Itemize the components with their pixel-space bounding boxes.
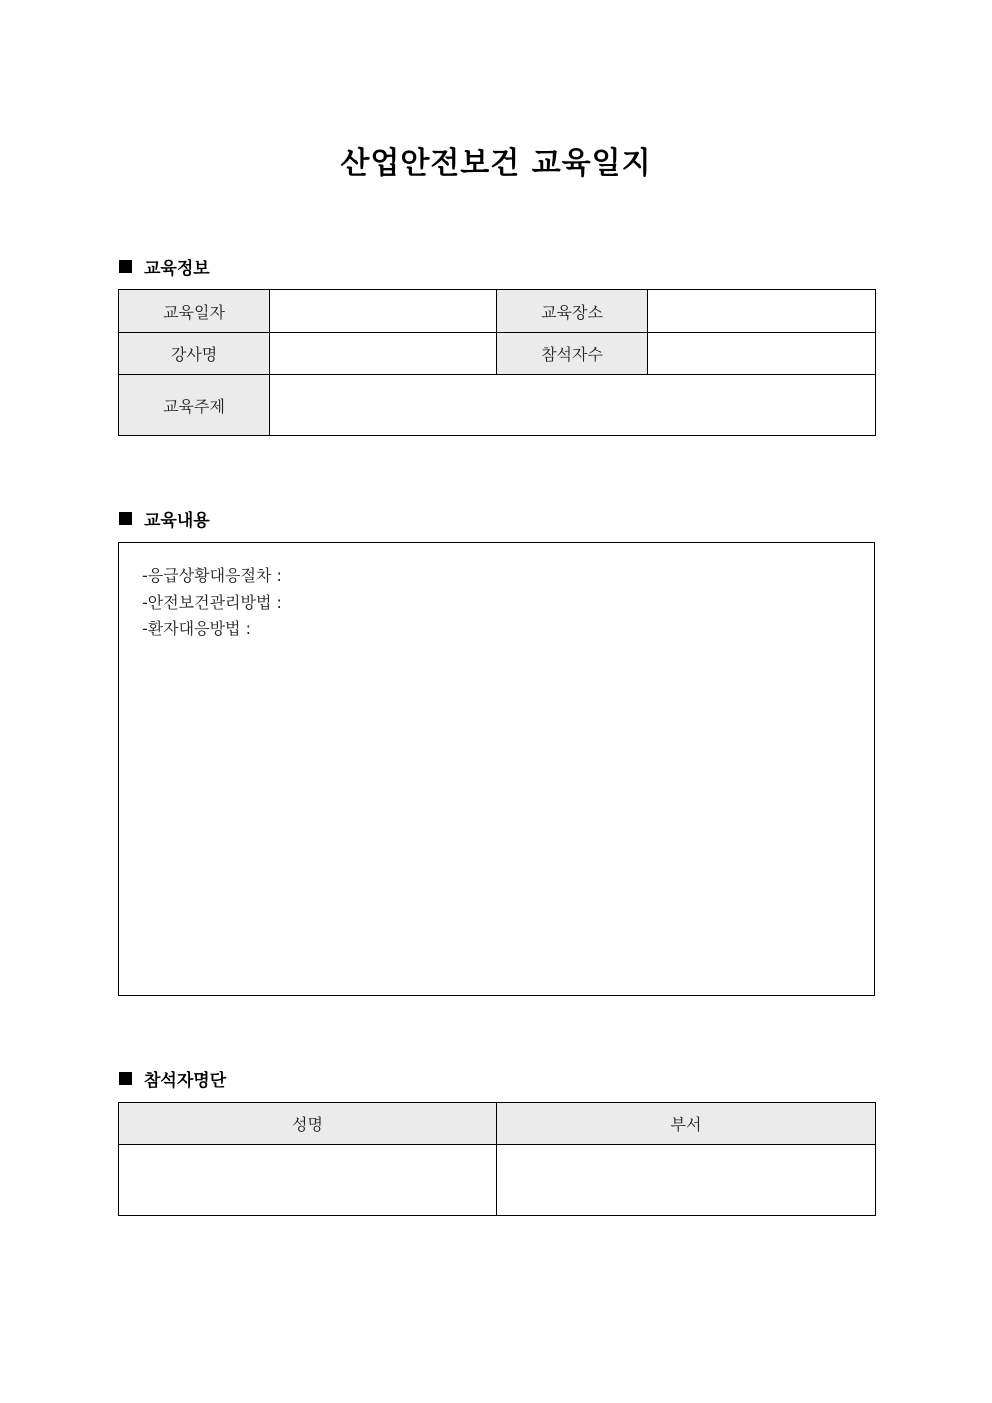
section-heading-label: 교육정보 [144,259,210,279]
square-bullet-icon [119,260,132,273]
education-topic-field[interactable] [270,375,876,436]
table-row [119,290,876,333]
section-heading-attendees [119,1066,226,1091]
table-row [119,333,876,375]
content-line-patient-response: -환자대응방법 : [142,619,251,638]
square-bullet-icon [119,1072,132,1085]
square-bullet-icon [119,512,132,525]
education-place-field[interactable] [648,290,876,333]
column-header-department: 부서 [497,1103,876,1145]
education-content-lines [142,563,282,643]
education-content-box[interactable] [118,542,875,996]
section-heading-label: 교육내용 [144,511,210,531]
table-header-row [119,1103,876,1145]
attendees-table [118,1102,876,1216]
education-topic-label: 교육주제 [119,375,270,436]
instructor-field[interactable] [270,333,497,375]
content-line-safety-management: -안전보건관리방법 : [142,592,282,612]
table-row [119,1145,876,1216]
content-line-emergency-procedure: -응급상황대응절차 : [142,566,282,585]
education-date-label: 교육일자 [119,290,270,333]
section-heading-label: 참석자명단 [144,1071,227,1091]
section-heading-education-info [119,254,210,279]
education-date-field[interactable] [270,290,497,333]
instructor-label: 강사명 [119,333,270,375]
column-header-name: 성명 [119,1103,497,1145]
section-heading-education-content [119,506,210,531]
education-info-table [118,289,876,436]
education-place-label: 교육장소 [497,290,648,333]
attendee-count-label: 참석자수 [497,333,648,375]
attendee-department-field[interactable] [497,1145,876,1216]
table-row [119,375,876,436]
document-title: 산업안전보건 교육일지 [340,146,652,181]
attendee-name-field[interactable] [119,1145,497,1216]
attendee-count-field[interactable] [648,333,876,375]
